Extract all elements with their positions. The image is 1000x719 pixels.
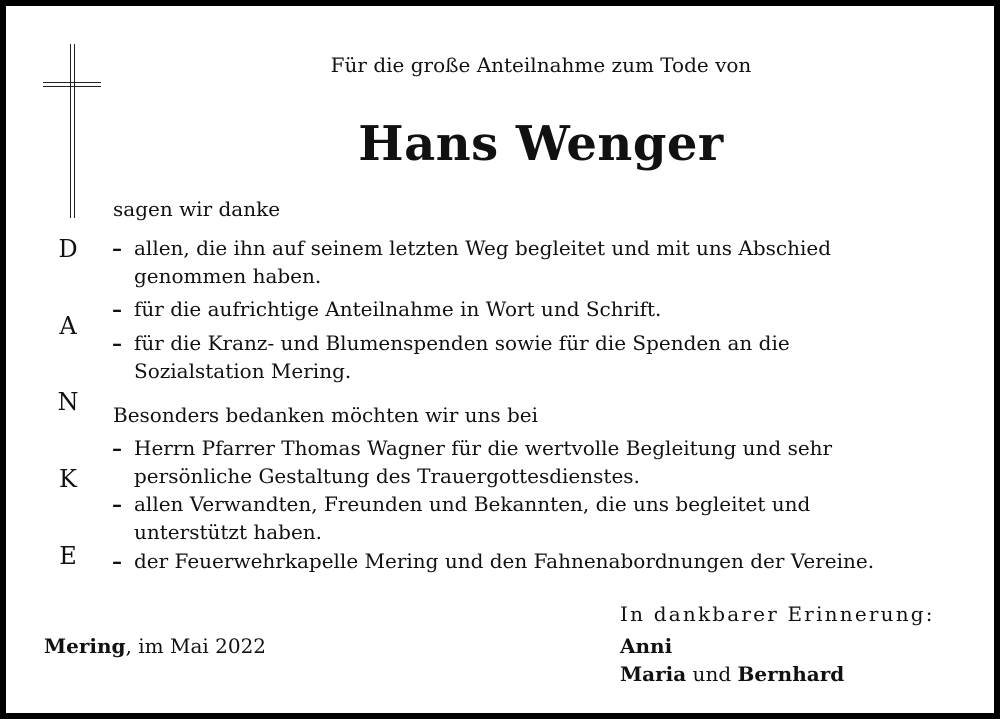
danke-letter-k: K xyxy=(59,465,77,493)
place: Mering xyxy=(44,634,126,658)
list-item: Herrn Pfarrer Thomas Wagner für die wertvolle Begleitung und sehr xyxy=(134,436,833,460)
intro-text: Für die große Anteilnahme zum Tode von xyxy=(330,53,752,77)
cross-icon-bar xyxy=(43,82,101,87)
date: , im Mai 2022 xyxy=(125,634,267,658)
list-item-cont: unterstützt haben. xyxy=(134,520,323,544)
list-dash: – xyxy=(112,492,122,516)
signature-and: und xyxy=(686,662,738,686)
closing-text: In dankbarer Erinnerung: xyxy=(620,602,935,626)
place-date xyxy=(44,632,266,660)
list-item: der Feuerwehrkapelle Mering und den Fahnenabordnungen der Vereine. xyxy=(134,549,875,573)
list-item-cont: persönliche Gestaltung des Trauergottesdienstes. xyxy=(134,464,640,488)
list-dash: – xyxy=(112,236,122,260)
deceased-name: Hans Wenger xyxy=(358,116,724,172)
list-item: allen Verwandten, Freunden und Bekannten, die uns begleitet und xyxy=(134,492,811,516)
list-item-cont: Sozialstation Mering. xyxy=(134,359,352,383)
signature-second xyxy=(620,660,844,688)
list-item: für die aufrichtige Anteilnahme in Wort und Schrift. xyxy=(134,297,662,321)
list-item: allen, die ihn auf seinem letzten Weg begleitet und mit uns Abschied xyxy=(134,236,832,260)
signature-name-bernhard: Bernhard xyxy=(737,662,845,686)
danke-letter-a: A xyxy=(59,312,77,340)
list-dash: – xyxy=(112,331,122,355)
danke-letter-e: E xyxy=(59,542,77,570)
list-item-cont: genommen haben. xyxy=(134,264,322,288)
thanks-intro: sagen wir danke xyxy=(113,197,281,221)
danke-letter-d: D xyxy=(58,235,78,263)
list-item: für die Kranz- und Blumenspenden sowie für die Spenden an die xyxy=(134,331,790,355)
signature-name-maria: Maria xyxy=(620,662,687,686)
danke-letter-n: N xyxy=(57,388,79,416)
signature-first: Anni xyxy=(620,634,673,658)
special-intro: Besonders bedanken möchten wir uns bei xyxy=(113,403,539,427)
list-dash: – xyxy=(112,436,122,460)
list-dash: – xyxy=(112,549,122,573)
list-dash: – xyxy=(112,297,122,321)
